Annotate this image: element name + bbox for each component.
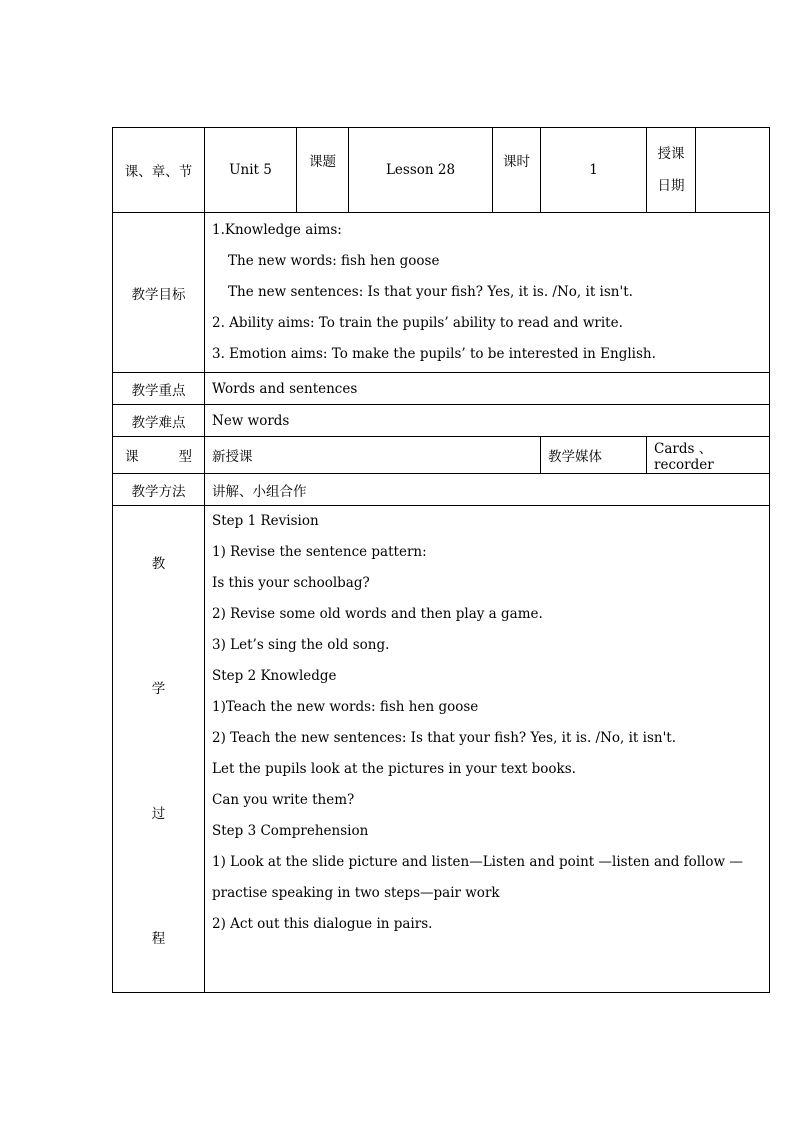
process-label-char: 教 [151, 556, 166, 572]
process-line: 1) Revise the sentence pattern: [212, 544, 427, 560]
process-row [113, 506, 770, 993]
process-line: 3) Let’s sing the old song. [212, 637, 390, 653]
lesson-type-label [113, 437, 205, 474]
process-label-char: 程 [151, 931, 166, 947]
date-label-line-1: 授课 [657, 146, 685, 162]
period-label: 课时 [493, 128, 541, 213]
lesson-value: Lesson 28 [349, 128, 493, 213]
date-label [647, 128, 696, 213]
objectives-content [205, 213, 770, 373]
lesson-type-label-part-2: 型 [178, 449, 192, 465]
methods-value: 讲解、小组合作 [205, 474, 770, 506]
period-value: 1 [541, 128, 647, 213]
lesson-type-row [113, 437, 770, 474]
methods-row [113, 474, 770, 506]
objective-line: 3. Emotion aims: To make the pupils’ to be interested in English. [212, 346, 656, 362]
process-line: Let the pupils look at the pictures in your text books. [212, 761, 576, 777]
media-value: Cards 、recorder [647, 437, 770, 474]
unit-value: Unit 5 [205, 128, 297, 213]
process-line: Step 2 Knowledge [212, 668, 337, 684]
header-row [113, 128, 770, 213]
process-line: practise speaking in two steps—pair work [212, 885, 500, 901]
process-content [205, 506, 770, 993]
key-points-row [113, 373, 770, 405]
lesson-type-label-part-1: 课 [125, 449, 139, 465]
objective-line: The new words: fish hen goose [228, 253, 440, 269]
media-label: 教学媒体 [541, 437, 647, 474]
objectives-row [113, 213, 770, 373]
process-line: 1)Teach the new words: fish hen goose [212, 699, 479, 715]
key-points-label: 教学重点 [113, 373, 205, 405]
lesson-type-value: 新授课 [205, 437, 541, 474]
objective-line: 1.Knowledge aims: [212, 222, 342, 238]
objective-line: The new sentences: Is that your fish? Yes, it is. /No, it isn't. [228, 284, 633, 300]
key-points-value: Words and sentences [205, 373, 770, 405]
process-line: 2) Teach the new sentences: Is that your fish? Yes, it is. /No, it isn't. [212, 730, 677, 746]
section-label: 课、章、节 [113, 128, 205, 213]
lesson-plan-table [112, 127, 770, 993]
topic-label: 课题 [297, 128, 349, 213]
process-line: Is this your schoolbag? [212, 575, 370, 591]
process-line: Step 3 Comprehension [212, 823, 369, 839]
date-label-line-2: 日期 [657, 178, 685, 194]
difficulties-label: 教学难点 [113, 405, 205, 437]
process-label [113, 506, 205, 993]
difficulties-value: New words [205, 405, 770, 437]
date-value [696, 128, 770, 213]
process-line: Can you write them? [212, 792, 355, 808]
process-line: 2) Revise some old words and then play a game. [212, 606, 543, 622]
process-line: 1) Look at the slide picture and listen—Listen and point —listen and follow — [212, 854, 743, 870]
process-label-char: 过 [151, 806, 166, 822]
process-label-char: 学 [151, 681, 166, 697]
methods-label: 教学方法 [113, 474, 205, 506]
difficulties-row [113, 405, 770, 437]
objective-line: 2. Ability aims: To train the pupils’ ability to read and write. [212, 315, 623, 331]
objectives-label: 教学目标 [113, 213, 205, 373]
process-line: Step 1 Revision [212, 513, 319, 529]
process-line: 2) Act out this dialogue in pairs. [212, 916, 433, 932]
